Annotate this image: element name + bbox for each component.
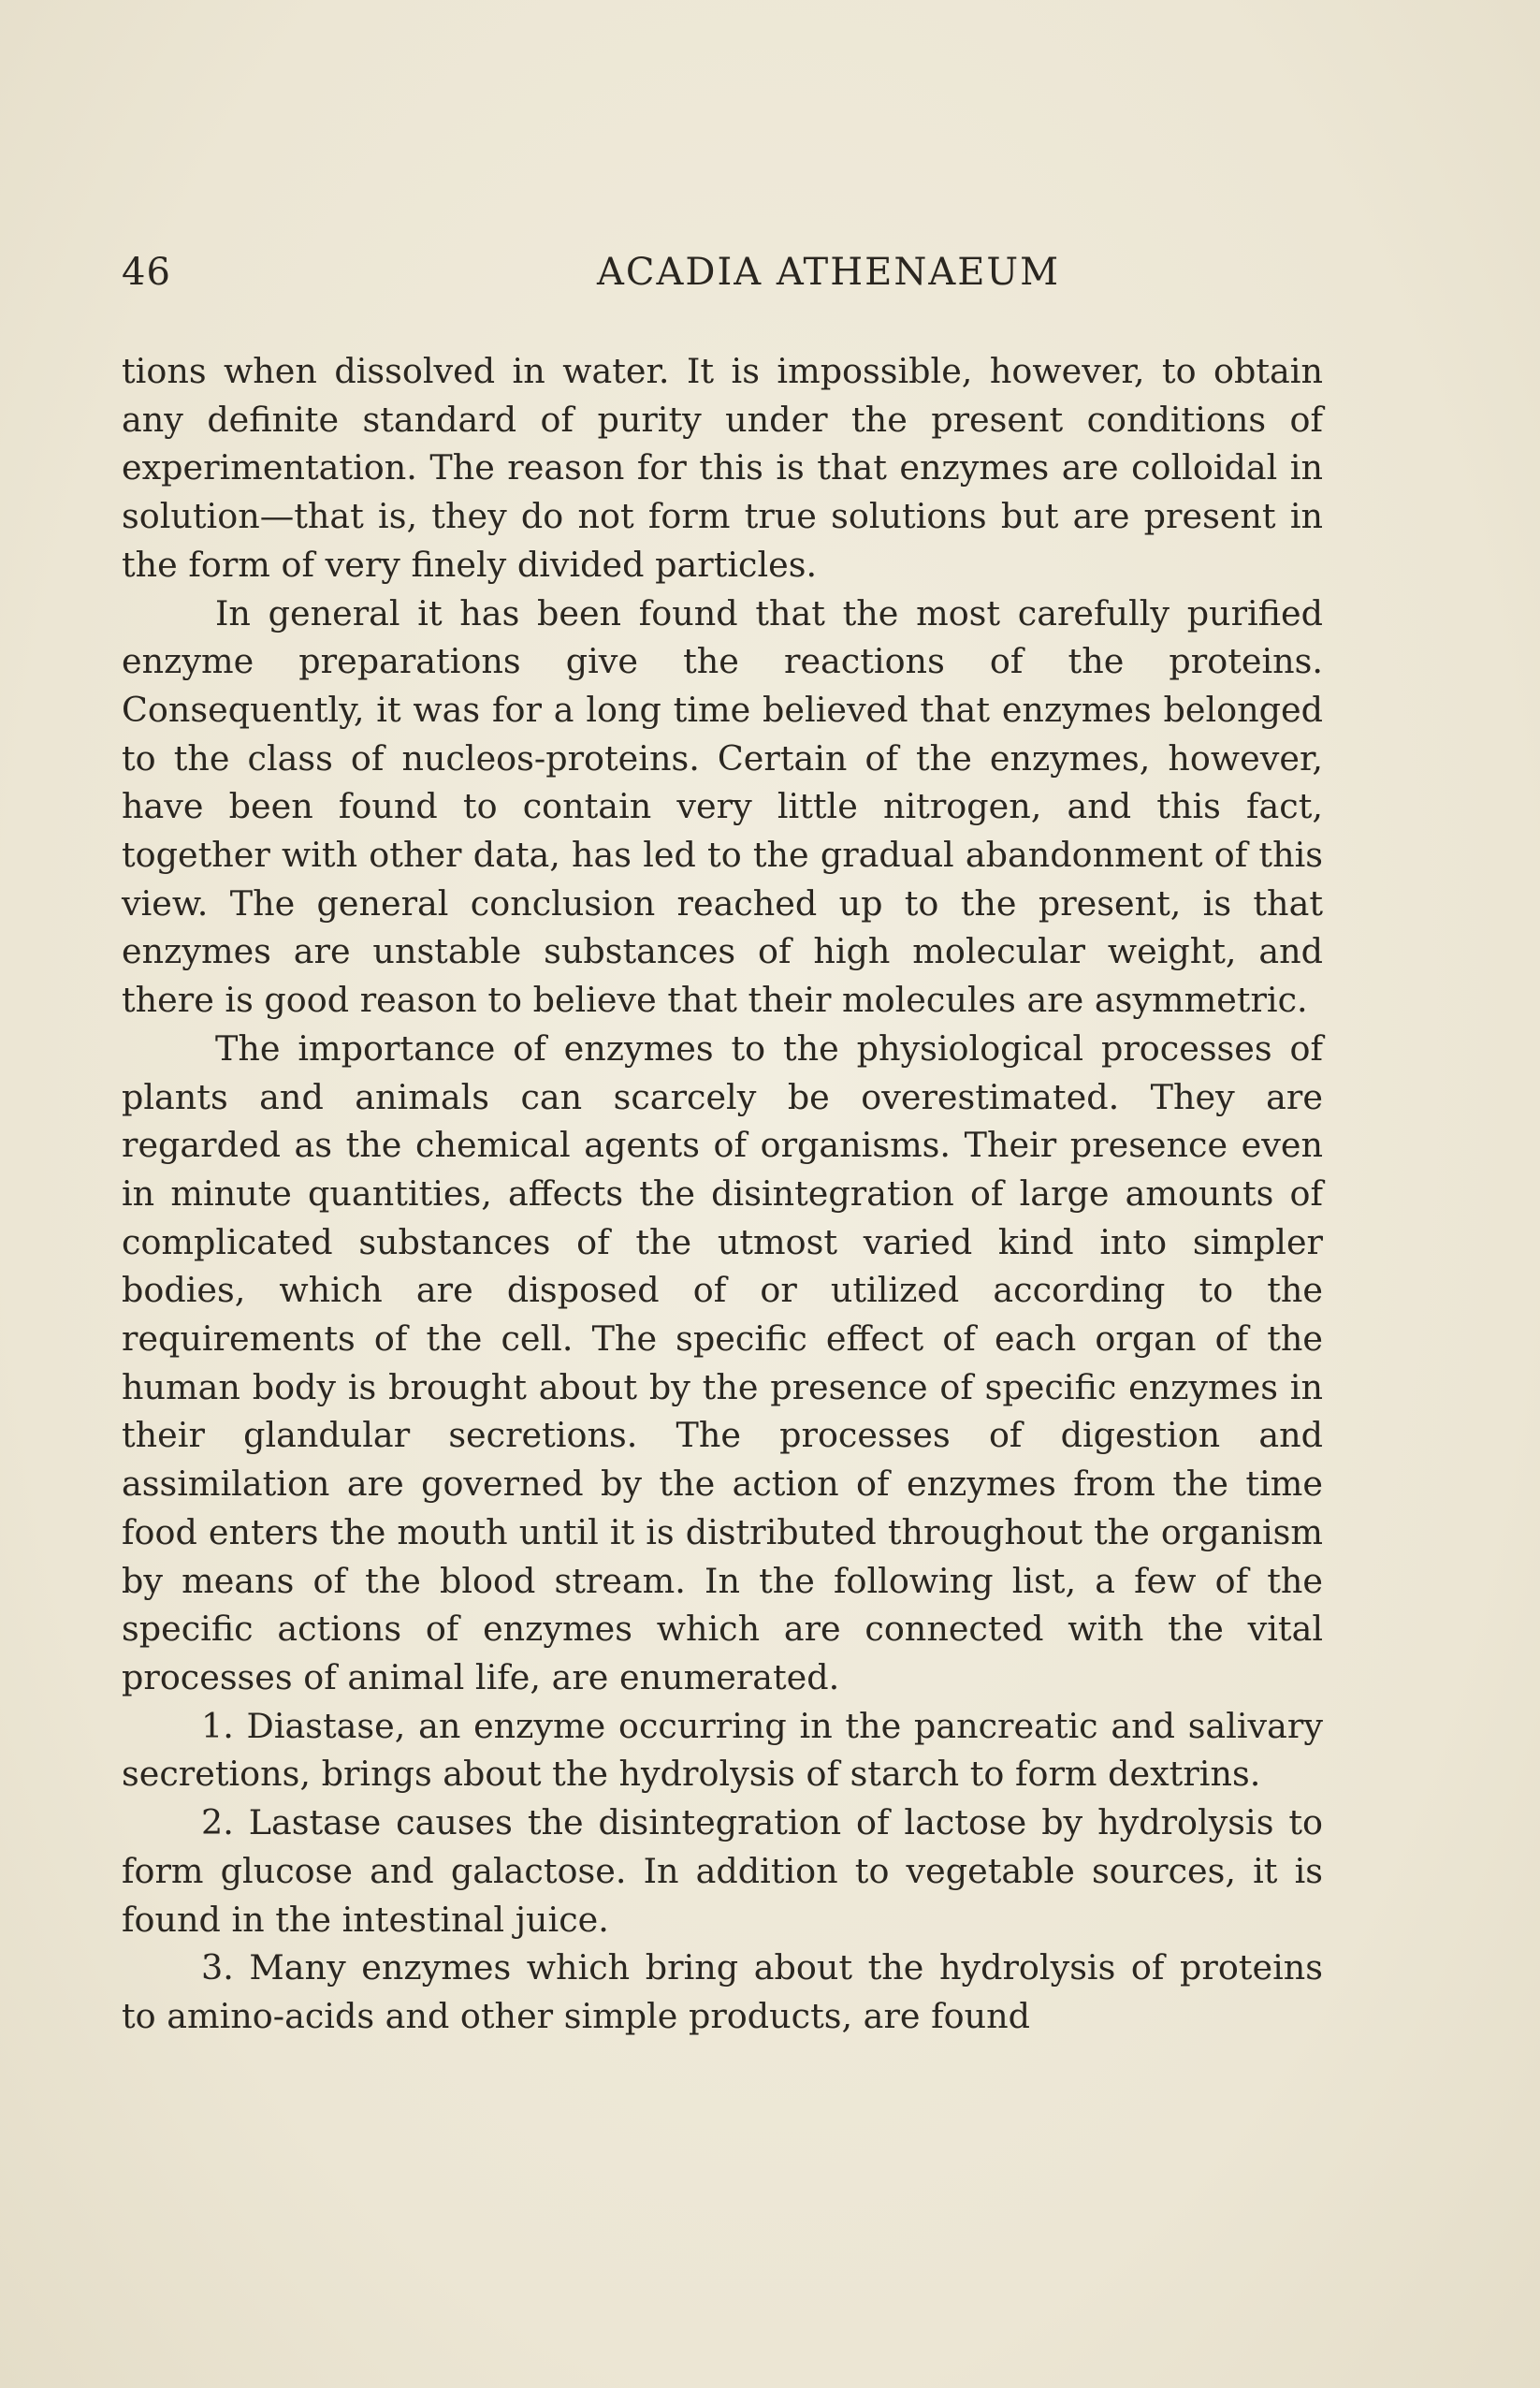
paragraph-continued: tions when dissolved in water. It is impossible, however, to obtain any definite standard of purity under the present conditions of experimentation. The reason for this is that enzymes are colloidal in solution—that is, they do not form true solutions but are present in the form of very finely divided particles.: [122, 351, 1323, 585]
running-title: ACADIA ATHENAEUM: [597, 251, 1061, 294]
page-header: [122, 251, 1319, 311]
page-number: 46: [122, 251, 171, 294]
body-text: [122, 347, 1323, 2041]
list-item-lastase: 2. Lastase causes the disintegration of lactose by hydrolysis to form glucose and galactose. In addition to vegetable sources, it is found in the intestinal juice.: [122, 1802, 1323, 1940]
paragraph-enzyme-importance: The importance of enzymes to the physiological processes of plants and animals can scarcely be overestimated. They are regarded as the chemical agents of organisms. Their presence even in minute quantities, affects the disintegration of large amounts of complicated substances of the utmost varied kind into simpler bodies, which are disposed of or utilized according to the requirements of the cell. The specific effect of each organ of the human body is brought about by the presence of specific enzymes in their glandular secretions. The processes of digestion and assimilation are governed by the action of enzymes from the time food enters the mouth until it is distributed throughout the organism by means of the blood stream. In the following list, a few of the specific actions of enzymes which are connected with the vital processes of animal life, are enumerated.: [122, 1027, 1323, 1697]
list-item-proteolytic: 3. Many enzymes which bring about the hydrolysis of proteins to amino-acids and other simple products, are found: [122, 1947, 1323, 2036]
paragraph-enzyme-nature: In general it has been found that the most carefully purified enzyme preparations give the reactions of the proteins. Consequently, it was for a long time believed that enzymes belonged to the class of nucleos-proteins. Certain of the enzymes, however, have been found to contain very little nitrogen, and this fact, together with other data, has led to the gradual abandonment of this view. The general conclusion reached up to the present, is that enzymes are unstable substances of high molecular weight, and there is good reason to believe that their molecules are asymmetric.: [122, 592, 1323, 1021]
list-item-diastase: 1. Diastase, an enzyme occurring in the pancreatic and salivary secretions, brings about the hydrolysis of starch to form dextrins.: [122, 1705, 1323, 1795]
